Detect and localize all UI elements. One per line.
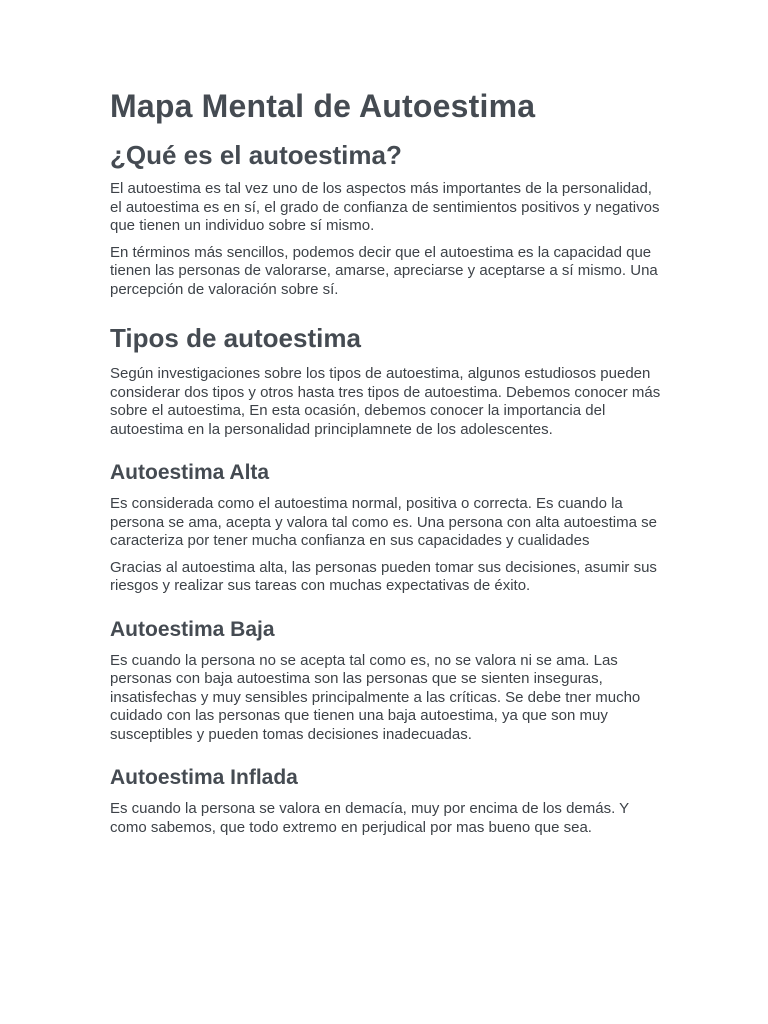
paragraph: Es considerada como el autoestima normal, positiva o correcta. Es cuando la persona se ama, acepta y valora tal como es. Una persona con alta autoestima se caracteriza por tener mucha confianza en sus capacidades y cualidades [110,495,657,549]
subsection-heading-baja: Autoestima Baja [110,617,275,641]
section-heading-que-es: ¿Qué es el autoestima? [110,140,402,170]
section-baja [110,618,665,745]
paragraph: Según investigaciones sobre los tipos de autoestima, algunos estudiosos pueden considerar dos tipos y otros hasta tres tipos de autoestima. Debemos conocer más sobre el autoestima, En esta ocasión, debemos conocer la importancia del autoestima en la personalidad principlamnete de los adolescentes. [110,365,661,438]
subsection-heading-inflada: Autoestima Inflada [110,766,298,789]
paragraph: Es cuando la persona se valora en demacía, muy por encima de los demás. Y como sabemos, que todo extremo en perjudical por mas bueno que sea. [110,800,629,836]
section-alta [110,461,665,596]
section-heading-tipos: Tipos de autoestima [110,323,361,353]
section-tipos [110,323,665,439]
paragraph: Gracias al autoestima alta, las personas pueden tomar sus decisiones, asumir sus riesgos y realizar sus tareas con muchas expectativas de éxito. [110,558,657,594]
subsection-heading-alta: Autoestima Alta [110,461,270,484]
section-que-es [110,140,665,299]
paragraph: El autoestima es tal vez uno de los aspectos más importantes de la personalidad, el autoestima es en sí, el grado de confianza de sentimientos positivos y negativos que tienen un individuo sobre sí mismo. [110,180,660,234]
document-page [110,88,665,845]
document-title: Mapa Mental de Autoestima [110,88,536,124]
paragraph: En términos más sencillos, podemos decir que el autoestima es la capacidad que tienen las personas de valorarse, amarse, apreciarse y aceptarse a sí mismo. Una percepción de valoración sobre sí. [110,243,658,298]
paragraph: Es cuando la persona no se acepta tal como es, no se valora ni se ama. Las personas con baja autoestima son las personas que se sienten inseguras, insatisfechas y muy sensibles principalmente a las críticas. Se debe tner mucho cuidado con las personas que tienen una baja autoestima, ya que son muy susceptibles y pueden tomas decisiones inadecuadas. [110,651,641,743]
section-inflada [110,766,665,837]
